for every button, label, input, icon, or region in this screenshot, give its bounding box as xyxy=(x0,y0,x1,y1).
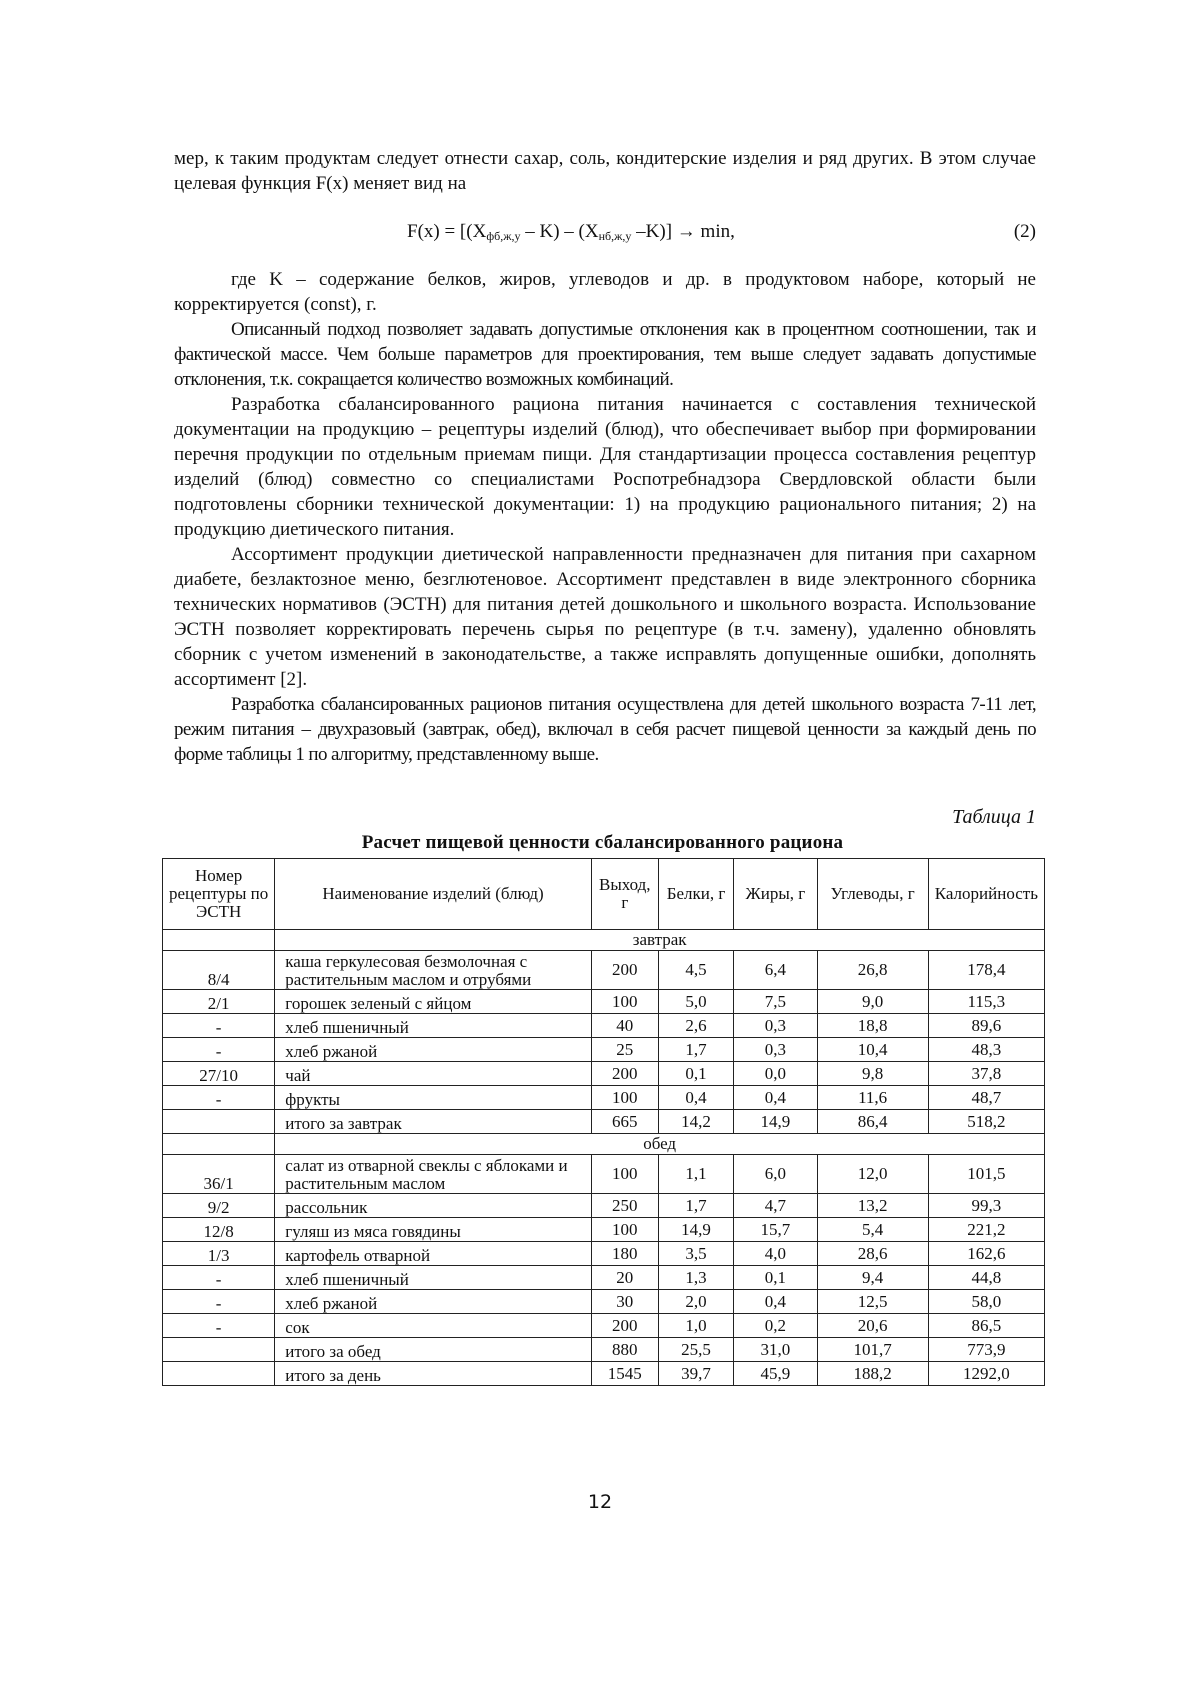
table-row xyxy=(163,1242,1045,1266)
recipe-code-cell: - xyxy=(163,1014,275,1038)
recipe-code-cell: 1/3 xyxy=(163,1242,275,1266)
carbs-cell: 12,0 xyxy=(817,1155,928,1194)
kcal-cell: 48,3 xyxy=(928,1038,1044,1062)
yield-cell: 1545 xyxy=(591,1362,658,1386)
fat-cell: 0,4 xyxy=(734,1086,817,1110)
dish-name-cell: итого за завтрак xyxy=(275,1110,592,1134)
recipe-code-cell: - xyxy=(163,1266,275,1290)
section-empty-cell xyxy=(163,1134,275,1155)
paragraph-6: Разработка сбалансированных рационов питания осуществлена для детей школьного возраста 7-11 лет, режим питания – двухразовый (завтрак, обед), включал в себя расчет пищевой ценности за каждый день по форме таблицы 1 по алгоритму, представленному выше. xyxy=(174,692,1036,767)
yield-cell: 20 xyxy=(591,1266,658,1290)
yield-cell: 200 xyxy=(591,951,658,990)
table-row xyxy=(163,1155,1045,1194)
dish-name-cell: рассольник xyxy=(275,1194,592,1218)
kcal-cell: 1292,0 xyxy=(928,1362,1044,1386)
table-row xyxy=(163,1218,1045,1242)
table-section-row xyxy=(163,1134,1045,1155)
protein-cell: 2,6 xyxy=(658,1014,734,1038)
table-row xyxy=(163,1314,1045,1338)
dish-name-cell: горошек зеленый с яйцом xyxy=(275,990,592,1014)
table-caption: Таблица 1 xyxy=(952,806,1036,829)
fat-cell: 7,5 xyxy=(734,990,817,1014)
fat-cell: 0,0 xyxy=(734,1062,817,1086)
fat-cell: 0,4 xyxy=(734,1290,817,1314)
dish-name-cell: картофель отварной xyxy=(275,1242,592,1266)
kcal-cell: 162,6 xyxy=(928,1242,1044,1266)
carbs-cell: 12,5 xyxy=(817,1290,928,1314)
recipe-code-cell: 12/8 xyxy=(163,1218,275,1242)
protein-cell: 1,1 xyxy=(658,1155,734,1194)
table-section-row xyxy=(163,930,1045,951)
carbs-cell: 9,4 xyxy=(817,1266,928,1290)
kcal-cell: 58,0 xyxy=(928,1290,1044,1314)
formula-expression: F(x) = [(Xфб,ж,у – K) – (Xнб,ж,у –K)] → min, xyxy=(407,219,735,249)
yield-cell: 880 xyxy=(591,1338,658,1362)
body-text xyxy=(174,267,1036,767)
table-row xyxy=(163,1014,1045,1038)
paragraph-intro xyxy=(174,146,1036,196)
kcal-cell: 89,6 xyxy=(928,1014,1044,1038)
carbs-cell: 86,4 xyxy=(817,1110,928,1134)
recipe-code-cell: 2/1 xyxy=(163,990,275,1014)
protein-cell: 1,7 xyxy=(658,1194,734,1218)
dish-name-cell: чай xyxy=(275,1062,592,1086)
table-row xyxy=(163,1194,1045,1218)
dish-name-cell: каша геркулесовая безмолочная с растительным маслом и отрубями xyxy=(275,951,592,990)
dish-name-cell: салат из отварной свеклы с яблоками и растительным маслом xyxy=(275,1155,592,1194)
recipe-code-cell: 36/1 xyxy=(163,1155,275,1194)
carbs-cell: 26,8 xyxy=(817,951,928,990)
dish-name-cell: итого за день xyxy=(275,1362,592,1386)
carbs-cell: 20,6 xyxy=(817,1314,928,1338)
recipe-code-cell: 8/4 xyxy=(163,951,275,990)
recipe-code-cell xyxy=(163,1362,275,1386)
fat-cell: 6,4 xyxy=(734,951,817,990)
table-row xyxy=(163,1338,1045,1362)
kcal-cell: 48,7 xyxy=(928,1086,1044,1110)
table-row xyxy=(163,1038,1045,1062)
kcal-cell: 44,8 xyxy=(928,1266,1044,1290)
carbs-cell: 188,2 xyxy=(817,1362,928,1386)
dish-name-cell: гуляш из мяса говядины xyxy=(275,1218,592,1242)
recipe-code-cell xyxy=(163,1338,275,1362)
yield-cell: 200 xyxy=(591,1314,658,1338)
fat-cell: 15,7 xyxy=(734,1218,817,1242)
paragraph-4: Разработка сбалансированного рациона питания начинается с составления технической документации на продукцию – рецептуры изделий (блюд), что обеспечивает выбор при формировании перечня продукции по отдельным приемам пищи. Для стандартизации процесса составления рецептур изделий (блюд) совместно со специалистами Роспотребнадзора Свердловской области были подготовлены сборники технической документации: 1) на продукцию рационального питания; 2) на продукцию диетического питания. xyxy=(174,392,1036,542)
recipe-code-cell: 9/2 xyxy=(163,1194,275,1218)
recipe-code-cell: 27/10 xyxy=(163,1062,275,1086)
kcal-cell: 518,2 xyxy=(928,1110,1044,1134)
protein-cell: 1,7 xyxy=(658,1038,734,1062)
section-label: завтрак xyxy=(275,930,1045,951)
table-row xyxy=(163,1362,1045,1386)
recipe-code-cell: - xyxy=(163,1086,275,1110)
kcal-cell: 221,2 xyxy=(928,1218,1044,1242)
fat-cell: 45,9 xyxy=(734,1362,817,1386)
yield-cell: 250 xyxy=(591,1194,658,1218)
paragraph-5: Ассортимент продукции диетической направленности предназначен для питания при сахарном диабете, безлактозное меню, безглютеновое. Ассортимент представлен в виде электронного сборника технических нормативов (ЭСТН) для питания детей дошкольного и школьного возраста. Использование ЭСТН позволяет корректировать перечень сырья по рецептуре (в т.ч. замену), удаленно обновлять сборник с учетом изменений в законодательстве, а также исправлять допущенные ошибки, дополнять ассортимент [2]. xyxy=(174,542,1036,692)
dish-name-cell: фрукты xyxy=(275,1086,592,1110)
dish-name-cell: хлеб ржаной xyxy=(275,1290,592,1314)
yield-cell: 200 xyxy=(591,1062,658,1086)
yield-cell: 100 xyxy=(591,1086,658,1110)
carbs-cell: 11,6 xyxy=(817,1086,928,1110)
fat-cell: 4,7 xyxy=(734,1194,817,1218)
yield-cell: 40 xyxy=(591,1014,658,1038)
fat-cell: 0,1 xyxy=(734,1266,817,1290)
carbs-cell: 9,8 xyxy=(817,1062,928,1086)
recipe-code-cell: - xyxy=(163,1038,275,1062)
header-yield: Выход, г xyxy=(591,859,658,930)
header-carbs: Углеводы, г xyxy=(817,859,928,930)
fat-cell: 0,3 xyxy=(734,1038,817,1062)
kcal-cell: 115,3 xyxy=(928,990,1044,1014)
yield-cell: 100 xyxy=(591,990,658,1014)
header-code: Номер рецептуры по ЭСТН xyxy=(163,859,275,930)
carbs-cell: 18,8 xyxy=(817,1014,928,1038)
fat-cell: 4,0 xyxy=(734,1242,817,1266)
table-row xyxy=(163,1290,1045,1314)
protein-cell: 1,3 xyxy=(658,1266,734,1290)
paragraph-2: где K – содержание белков, жиров, углеводов и др. в продуктовом наборе, который не корректируется (const), г. xyxy=(174,267,1036,317)
fat-cell: 31,0 xyxy=(734,1338,817,1362)
table-row xyxy=(163,1110,1045,1134)
table-row xyxy=(163,1086,1045,1110)
recipe-code-cell: - xyxy=(163,1314,275,1338)
fat-cell: 0,2 xyxy=(734,1314,817,1338)
dish-name-cell: хлеб ржаной xyxy=(275,1038,592,1062)
table-row xyxy=(163,990,1045,1014)
header-name: Наименование изделий (блюд) xyxy=(275,859,592,930)
recipe-code-cell xyxy=(163,1110,275,1134)
table-body xyxy=(163,930,1045,1386)
dish-name-cell: сок xyxy=(275,1314,592,1338)
protein-cell: 39,7 xyxy=(658,1362,734,1386)
dish-name-cell: итого за обед xyxy=(275,1338,592,1362)
fat-cell: 0,3 xyxy=(734,1014,817,1038)
dish-name-cell: хлеб пшеничный xyxy=(275,1266,592,1290)
carbs-cell: 13,2 xyxy=(817,1194,928,1218)
yield-cell: 30 xyxy=(591,1290,658,1314)
kcal-cell: 86,5 xyxy=(928,1314,1044,1338)
kcal-cell: 773,9 xyxy=(928,1338,1044,1362)
table-row xyxy=(163,1062,1045,1086)
yield-cell: 100 xyxy=(591,1155,658,1194)
header-protein: Белки, г xyxy=(658,859,734,930)
carbs-cell: 101,7 xyxy=(817,1338,928,1362)
protein-cell: 0,1 xyxy=(658,1062,734,1086)
protein-cell: 14,9 xyxy=(658,1218,734,1242)
paragraph-1: мер, к таким продуктам следует отнести сахар, соль, кондитерские изделия и ряд других. В этом случае целевая функция F(x) меняет вид на xyxy=(174,146,1036,196)
document-page xyxy=(0,0,1200,1697)
kcal-cell: 37,8 xyxy=(928,1062,1044,1086)
carbs-cell: 10,4 xyxy=(817,1038,928,1062)
yield-cell: 100 xyxy=(591,1218,658,1242)
carbs-cell: 5,4 xyxy=(817,1218,928,1242)
dish-name-cell: хлеб пшеничный xyxy=(275,1014,592,1038)
recipe-code-cell: - xyxy=(163,1290,275,1314)
fat-cell: 14,9 xyxy=(734,1110,817,1134)
section-label: обед xyxy=(275,1134,1045,1155)
table-header-row xyxy=(163,859,1045,930)
kcal-cell: 101,5 xyxy=(928,1155,1044,1194)
table-row xyxy=(163,951,1045,990)
nutrition-table xyxy=(162,858,1045,1386)
fat-cell: 6,0 xyxy=(734,1155,817,1194)
header-fat: Жиры, г xyxy=(734,859,817,930)
protein-cell: 0,4 xyxy=(658,1086,734,1110)
table-title: Расчет пищевой ценности сбалансированного рациона xyxy=(160,832,1045,854)
kcal-cell: 178,4 xyxy=(928,951,1044,990)
protein-cell: 5,0 xyxy=(658,990,734,1014)
protein-cell: 4,5 xyxy=(658,951,734,990)
protein-cell: 1,0 xyxy=(658,1314,734,1338)
header-kcal: Калорийность xyxy=(928,859,1044,930)
protein-cell: 2,0 xyxy=(658,1290,734,1314)
kcal-cell: 99,3 xyxy=(928,1194,1044,1218)
yield-cell: 25 xyxy=(591,1038,658,1062)
yield-cell: 180 xyxy=(591,1242,658,1266)
formula-2 xyxy=(174,219,1036,244)
protein-cell: 14,2 xyxy=(658,1110,734,1134)
table-row xyxy=(163,1266,1045,1290)
protein-cell: 25,5 xyxy=(658,1338,734,1362)
carbs-cell: 28,6 xyxy=(817,1242,928,1266)
yield-cell: 665 xyxy=(591,1110,658,1134)
protein-cell: 3,5 xyxy=(658,1242,734,1266)
page-number: 12 xyxy=(0,1491,1200,1513)
section-empty-cell xyxy=(163,930,275,951)
formula-number: (2) xyxy=(1014,219,1036,244)
paragraph-3: Описанный подход позволяет задавать допустимые отклонения как в процентном соотношении, так и фактической массе. Чем больше параметров для проектирования, тем выше следует задавать допустимые отклонения, т.к. сокращается количество возможных комбинаций. xyxy=(174,317,1036,392)
carbs-cell: 9,0 xyxy=(817,990,928,1014)
